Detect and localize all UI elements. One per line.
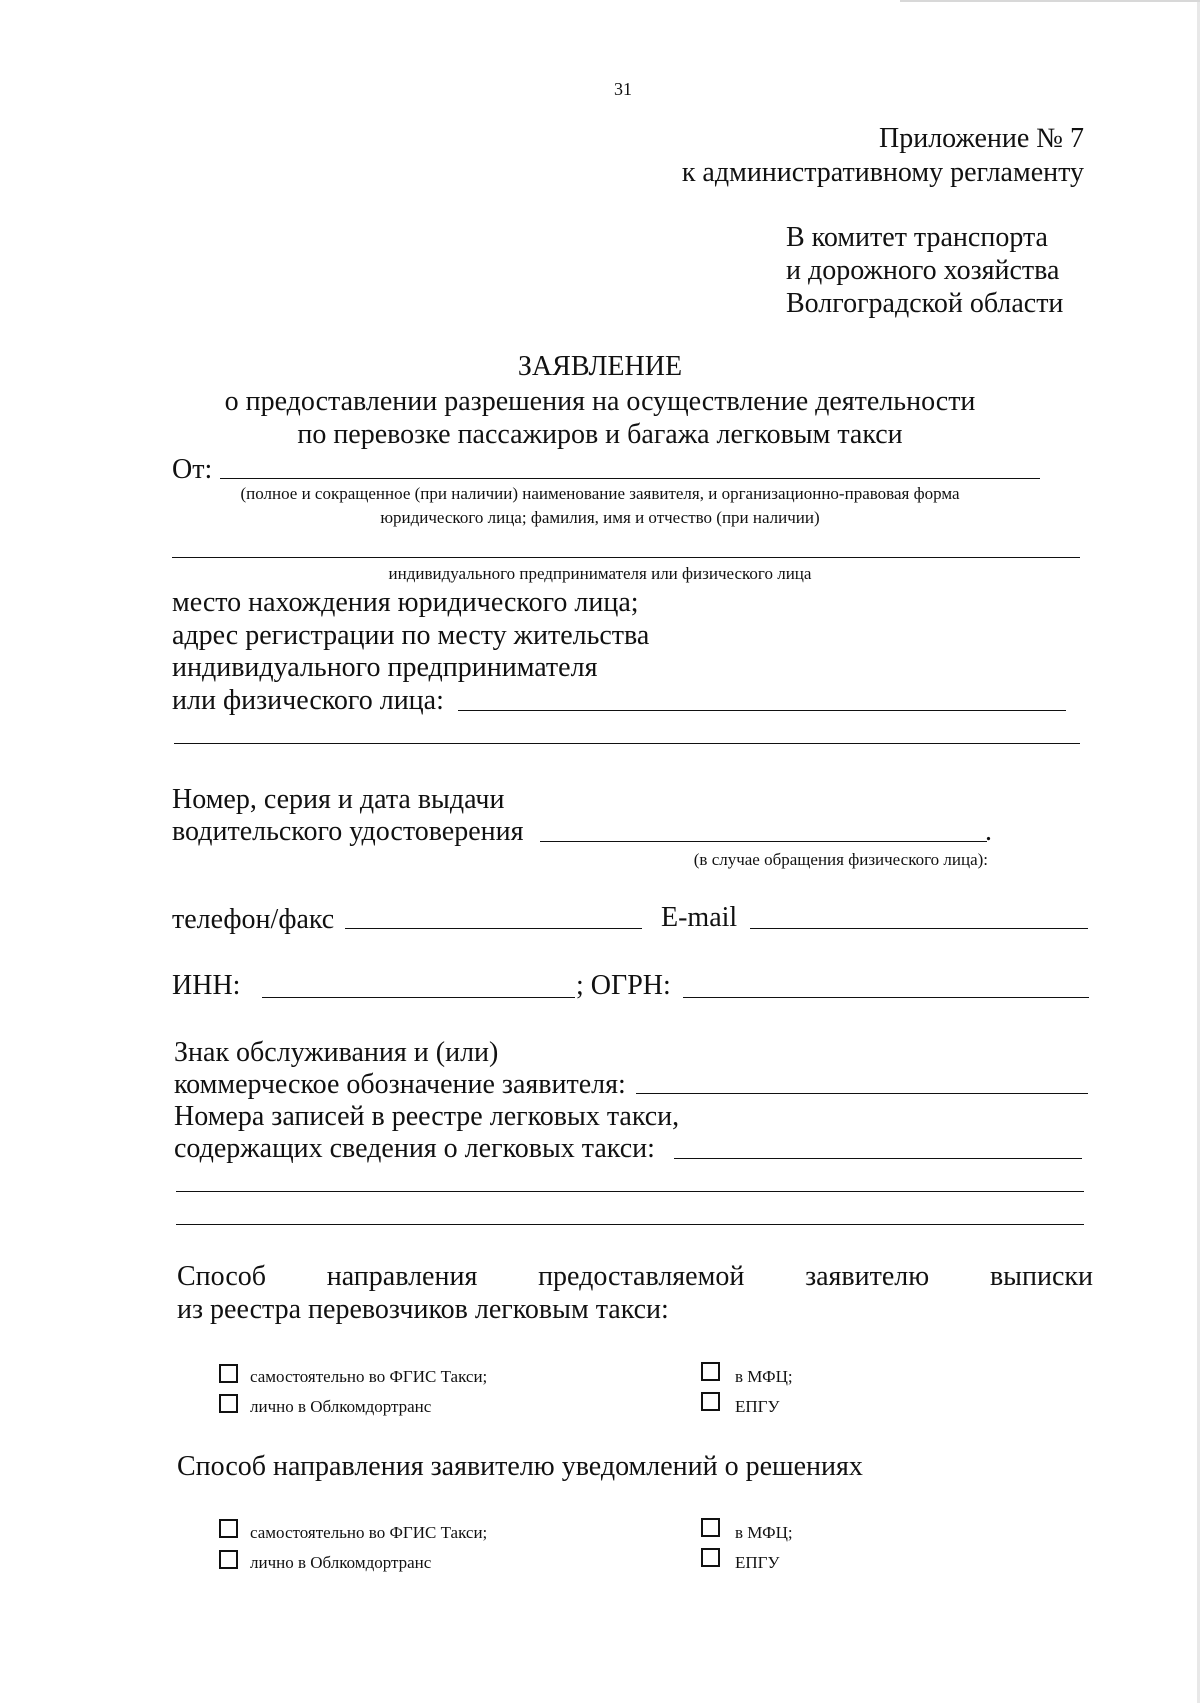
extract-option-in-person-label: лично в Облкомдортранс bbox=[250, 1397, 432, 1416]
extract-word-4: заявителю bbox=[805, 1261, 930, 1292]
extract-method-heading bbox=[177, 1260, 1093, 1294]
notice-method-heading: Способ направления заявителю уведомлений о решениях bbox=[177, 1451, 863, 1482]
extract-option-fgis-label: самостоятельно во ФГИС Такси; bbox=[250, 1367, 488, 1386]
address-line1: место нахождения юридического лица; bbox=[172, 587, 639, 618]
addressee-line1: В комитет транспорта bbox=[786, 222, 1048, 253]
from-field-continued[interactable] bbox=[172, 557, 1080, 558]
notice-option-epgu-checkbox[interactable] bbox=[701, 1548, 720, 1567]
email-field[interactable] bbox=[750, 928, 1088, 929]
appendix-subtitle: к административному регламенту bbox=[681, 157, 1084, 188]
phone-label: телефон/факс bbox=[172, 904, 335, 935]
notice-option-epgu-label: ЕПГУ bbox=[735, 1553, 780, 1572]
extract-word-3: предоставляемой bbox=[538, 1261, 745, 1292]
from-hint-3: индивидуального предпринимателя или физического лица bbox=[388, 564, 812, 583]
address-field-continued[interactable] bbox=[174, 743, 1080, 744]
address-line3: индивидуального предпринимателя bbox=[172, 652, 598, 683]
license-line1: Номер, серия и дата выдачи bbox=[172, 784, 505, 815]
registry-line2: содержащих сведения о легковых такси: bbox=[174, 1133, 655, 1164]
from-field[interactable] bbox=[220, 478, 1040, 479]
registry-field-continued-2[interactable] bbox=[176, 1224, 1084, 1225]
address-line4: или физического лица: bbox=[172, 685, 444, 716]
license-line2: водительского удостоверения bbox=[172, 816, 524, 847]
extract-option-epgu-checkbox[interactable] bbox=[701, 1392, 720, 1411]
document-subtitle-1: о предоставлении разрешения на осуществление деятельности bbox=[224, 386, 976, 417]
notice-option-in-person-label: лично в Облкомдортранс bbox=[250, 1553, 432, 1572]
inn-field[interactable] bbox=[262, 997, 575, 998]
extract-option-in-person-checkbox[interactable] bbox=[219, 1394, 238, 1413]
registry-line1: Номера записей в реестре легковых такси, bbox=[174, 1101, 680, 1132]
registry-field[interactable] bbox=[674, 1158, 1082, 1159]
extract-method-line2: из реестра перевозчиков легковым такси: bbox=[177, 1294, 669, 1325]
license-hint: (в случае обращения физического лица): bbox=[693, 850, 988, 869]
notice-option-fgis-label: самостоятельно во ФГИС Такси; bbox=[250, 1523, 488, 1542]
notice-option-mfc-label: в МФЦ; bbox=[735, 1523, 793, 1542]
inn-label: ИНН: bbox=[172, 970, 241, 1001]
service-mark-field[interactable] bbox=[636, 1093, 1088, 1094]
from-hint-1: (полное и сокращенное (при наличии) наименование заявителя, и организационно-правовая форма bbox=[240, 484, 960, 503]
address-line2: адрес регистрации по месту жительства bbox=[172, 620, 650, 651]
addressee-line2: и дорожного хозяйства bbox=[786, 255, 1060, 286]
license-field[interactable] bbox=[540, 841, 987, 842]
notice-option-mfc-checkbox[interactable] bbox=[701, 1518, 720, 1537]
ogrn-label: ; ОГРН: bbox=[576, 970, 671, 1001]
notice-option-fgis-checkbox[interactable] bbox=[219, 1519, 238, 1538]
addressee-line3: Волгоградской области bbox=[786, 288, 1064, 319]
extract-word-1: Способ bbox=[177, 1261, 267, 1292]
extract-option-mfc-checkbox[interactable] bbox=[701, 1362, 720, 1381]
appendix-title: Приложение № 7 bbox=[879, 123, 1084, 154]
extract-word-2: направления bbox=[326, 1261, 478, 1292]
notice-option-in-person-checkbox[interactable] bbox=[219, 1550, 238, 1569]
email-label: E-mail bbox=[661, 902, 738, 933]
from-hint-2: юридического лица; фамилия, имя и отчество (при наличии) bbox=[380, 508, 820, 527]
service-mark-line2: коммерческое обозначение заявителя: bbox=[174, 1069, 626, 1100]
scan-edge-top bbox=[900, 0, 1200, 2]
registry-field-continued-1[interactable] bbox=[176, 1191, 1084, 1192]
from-label: От: bbox=[172, 454, 213, 485]
license-end-mark: . bbox=[985, 816, 992, 847]
document-subtitle-2: по перевозке пассажиров и багажа легковым такси bbox=[297, 419, 903, 450]
page-number: 31 bbox=[614, 79, 632, 99]
ogrn-field[interactable] bbox=[683, 997, 1089, 998]
document-title: ЗАЯВЛЕНИЕ bbox=[517, 351, 683, 382]
service-mark-line1: Знак обслуживания и (или) bbox=[174, 1037, 499, 1068]
extract-option-mfc-label: в МФЦ; bbox=[735, 1367, 793, 1386]
extract-option-fgis-checkbox[interactable] bbox=[219, 1364, 238, 1383]
extract-option-epgu-label: ЕПГУ bbox=[735, 1397, 780, 1416]
phone-field[interactable] bbox=[345, 928, 642, 929]
address-field[interactable] bbox=[458, 710, 1066, 711]
extract-word-5: выписки bbox=[989, 1261, 1093, 1292]
